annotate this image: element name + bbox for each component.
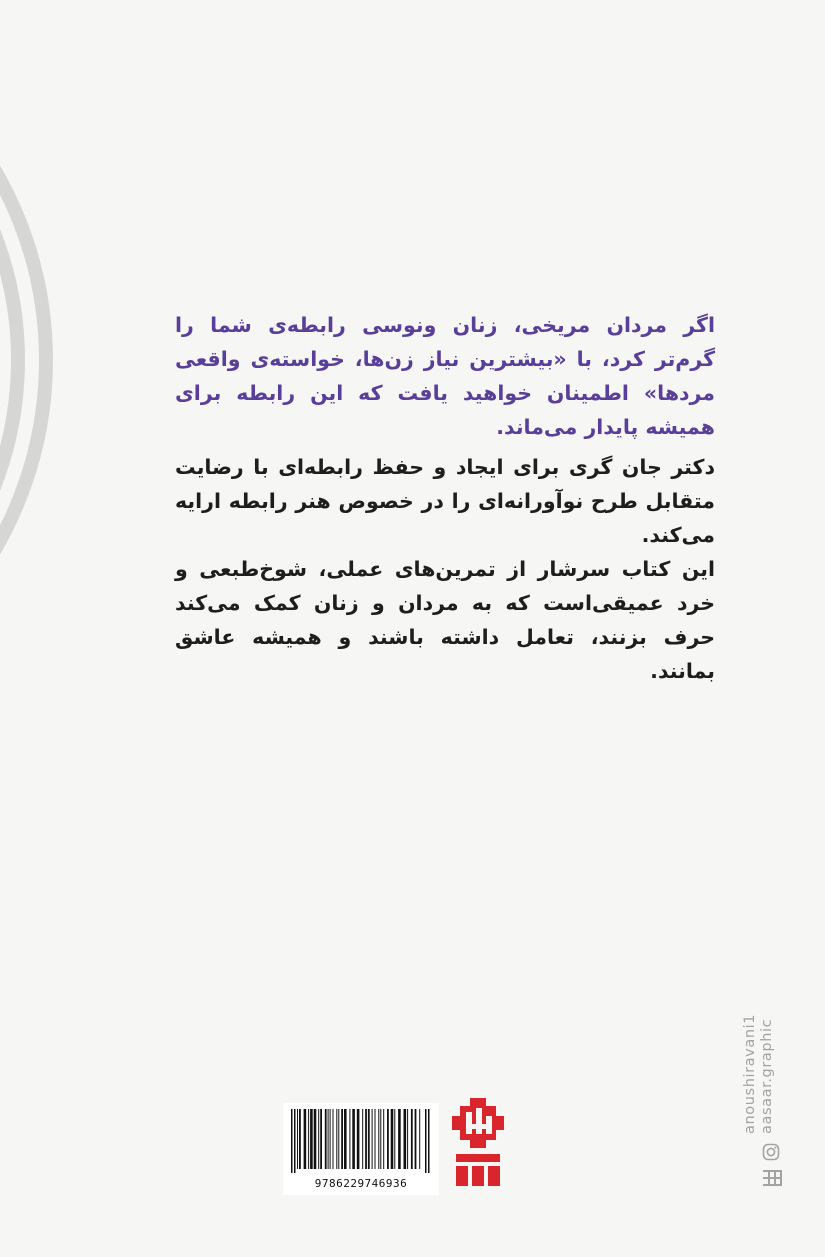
barcode-bar	[297, 1109, 298, 1169]
blurb-paragraph-3: این کتاب سرشار از تمرین‌های عملی، شوخ‌طبعی و خرد عمیقی‌است که به مردان و زنان کمک می‌کند حرف بزنند، تعامل داشته باشند و همیشه عاشق بمانند.	[175, 557, 715, 683]
back-cover-blurb	[175, 308, 715, 688]
barcode-bar	[352, 1109, 355, 1169]
barcode-bar	[415, 1109, 417, 1169]
barcode-bar	[419, 1109, 420, 1169]
isbn-number: 9786229746936	[314, 1177, 408, 1190]
barcode-bar	[320, 1109, 322, 1169]
barcode-bar	[428, 1109, 430, 1173]
barcode-bar	[362, 1109, 363, 1169]
instagram-icon	[762, 1143, 780, 1161]
publisher-logo	[446, 1096, 510, 1192]
blurb-paragraph-2: دکتر جان گری برای ایجاد و حفظ رابطه‌ای با رضایت متقابل طرح نوآورانه‌ای را در خصوص هنر رابطه ارایه می‌کند.	[175, 455, 715, 547]
barcode-bar	[325, 1109, 327, 1169]
barcode-bar	[368, 1109, 370, 1169]
barcode-bar	[304, 1109, 307, 1169]
barcode-bar	[365, 1109, 367, 1169]
barcode-bar	[330, 1109, 331, 1169]
barcode-bar	[372, 1109, 373, 1169]
barcode-bar	[349, 1109, 350, 1169]
barcode-bar	[357, 1109, 360, 1169]
barcode-bar	[378, 1109, 379, 1169]
designer-credit-line-1: anoushiravani1	[742, 1013, 758, 1134]
barcode-bar	[394, 1109, 395, 1169]
barcode-bar	[294, 1109, 296, 1173]
barcode-bar	[318, 1109, 319, 1169]
barcode-bar	[291, 1109, 293, 1173]
blurb-lead-paragraph: اگر مردان مریخی، زنان ونوسی رابطه‌ی شما را گرم‌تر کرد، با «بیشترین نیاز زن‌ها، خواسته‌ی واقعی مردها» اطمینان خواهید یافت که این رابطه برای همیشه پایدار می‌ماند.	[175, 313, 715, 439]
barcode-bar	[336, 1109, 337, 1169]
barcode-bar	[338, 1109, 339, 1169]
studio-mark-icon	[761, 1168, 783, 1188]
barcode-bar	[411, 1109, 413, 1169]
barcode-bar	[299, 1109, 301, 1169]
barcode-bars	[289, 1109, 433, 1173]
barcode-bar	[375, 1109, 376, 1169]
barcode-bar	[404, 1109, 407, 1169]
barcode-bar	[380, 1109, 381, 1169]
barcode-bar	[383, 1109, 384, 1169]
barcode-bar	[425, 1109, 427, 1173]
barcode-bar	[407, 1109, 408, 1169]
barcode-bar	[308, 1109, 309, 1169]
barcode-bar	[398, 1109, 401, 1169]
barcode-bar	[344, 1109, 347, 1169]
barcode-bar	[333, 1109, 334, 1169]
barcode-bar	[341, 1109, 343, 1169]
arc-ring-2	[0, 12, 18, 708]
barcode-bar	[391, 1109, 394, 1169]
barcode-bar	[387, 1109, 389, 1169]
barcode-bar	[328, 1109, 329, 1169]
barcode-bar	[314, 1109, 317, 1169]
designer-credit-line-2: aasaar.graphic	[759, 1018, 775, 1134]
isbn-barcode	[283, 1103, 439, 1195]
barcode-bar	[310, 1109, 313, 1169]
